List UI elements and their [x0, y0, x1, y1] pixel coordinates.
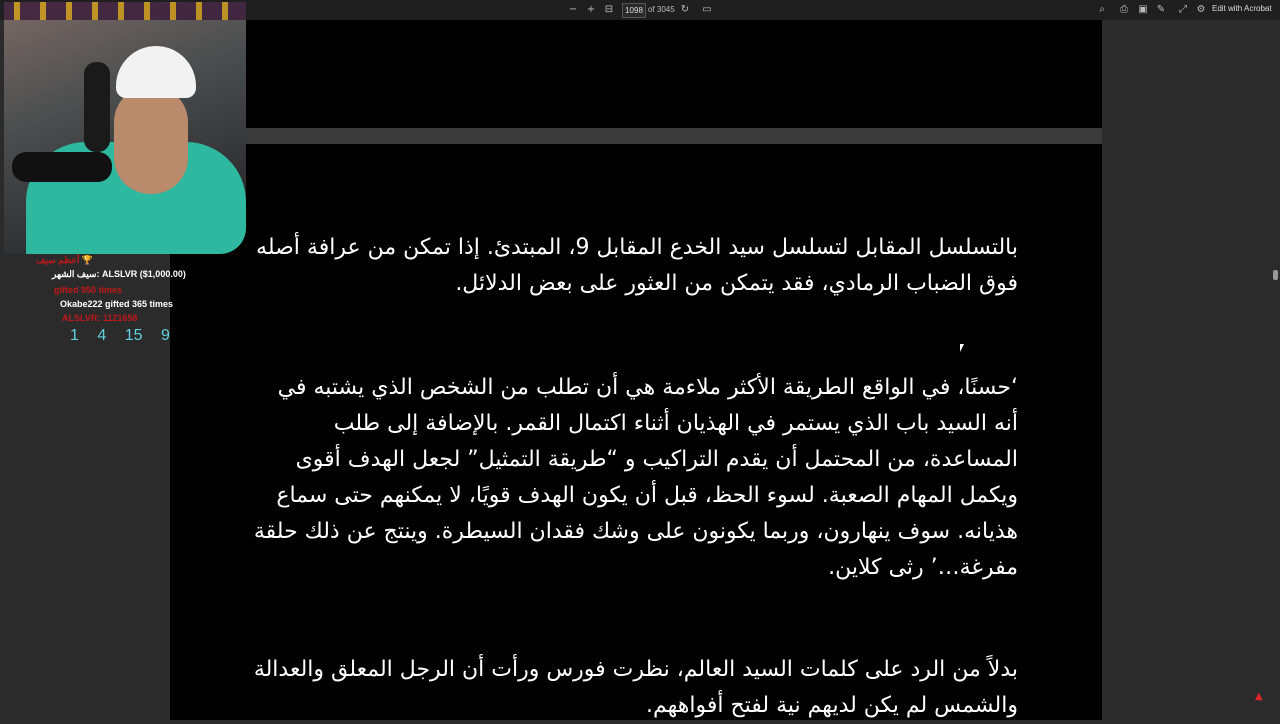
overlay-alslvr: ALSLVR: 1121658	[62, 313, 138, 323]
zoom-out-icon[interactable]: −	[568, 4, 578, 15]
document-paragraph-2: ‘حسنًا، في الواقع الطريقة الأكثر ملاءمة هي أن تطلب من الشخص الذي يشتبه في أنه السيد باب الذي يستمر في الهذيان أثناء اكتمال القمر. بالإضافة إلى طلب المساعدة، من المحتمل أن يقدم التراكيب و “طريقة التمثيل” لجعل الهدف أقوى ويكمل المهام الصعبة. لسوء الحظ، قبل أن يكون الهدف قويًا، لا يمكنهم حتى سماع هذيانه. سوف ينهارون، وربما يكونون على وشك فقدان السيطرة. وينتج عن ذلك حلقة مفرغة…’ رثى كلاين.	[253, 375, 1018, 580]
overlay-number: 9	[160, 327, 170, 344]
stream-banner	[4, 2, 246, 20]
acrobat-icon[interactable]: ▲	[1255, 691, 1263, 702]
webcam-headset	[84, 62, 110, 152]
search-icon[interactable]: ⌕	[1099, 4, 1105, 15]
expand-icon[interactable]: ⤢	[1179, 4, 1187, 15]
overlay-gift-2: Okabe222 gifted 365 times	[60, 299, 174, 309]
overlay-number: 4	[97, 327, 107, 344]
draw-icon[interactable]: ✎	[1156, 4, 1166, 15]
webcam-face	[114, 86, 188, 194]
right-gutter	[1102, 20, 1280, 720]
scrollbar-thumb[interactable]	[1273, 270, 1278, 280]
zoom-in-icon[interactable]: +	[586, 4, 596, 15]
overlay-month-donor: سيف الشهر: ALSLVR ($1,000.00)	[52, 269, 186, 279]
page-number-input[interactable]: 1098	[622, 3, 646, 18]
overlay-top-donor: أعظم سيف 🏆	[36, 255, 94, 265]
webcam-cap	[116, 46, 196, 98]
overlay-number: 1	[70, 327, 79, 344]
print-icon[interactable]: ⎙	[1120, 4, 1128, 15]
fit-page-icon[interactable]: ⊟	[604, 4, 614, 15]
document-paragraph-1: بالتسلسل المقابل لتسلسل سيد الخدع المقابل 9، المبتدئ. إذا تمكن من عرافة أصله فوق الضباب الرمادي، فقد يتمكن من العثور على بعض الدلائل.	[256, 235, 1018, 296]
mouse-cursor-icon	[960, 344, 964, 352]
overlay-number-row	[70, 327, 184, 345]
overlay-number: 15	[124, 327, 143, 344]
overlay-gift-1: gifted 950 times	[54, 285, 123, 295]
rotate-icon[interactable]: ↻	[680, 4, 690, 15]
pdf-page-previous	[246, 20, 1102, 128]
settings-icon[interactable]: ⚙	[1196, 4, 1206, 15]
streamer-webcam	[4, 2, 246, 254]
page-separator	[246, 128, 1102, 144]
edit-with-acrobat-button[interactable]: Edit with Acrobat	[1212, 4, 1272, 13]
page-view-icon[interactable]: ▭	[702, 4, 712, 15]
webcam-microphone	[12, 152, 112, 182]
page-total: of 3045	[648, 5, 675, 14]
document-paragraph-3: بدلاً من الرد على كلمات السيد العالم، نظرت فورس ورأت أن الرجل المعلق والعدالة والشمس لم يكن لديهم نية لفتح أفواههم.	[253, 657, 1018, 718]
save-icon[interactable]: ▣	[1138, 4, 1148, 15]
